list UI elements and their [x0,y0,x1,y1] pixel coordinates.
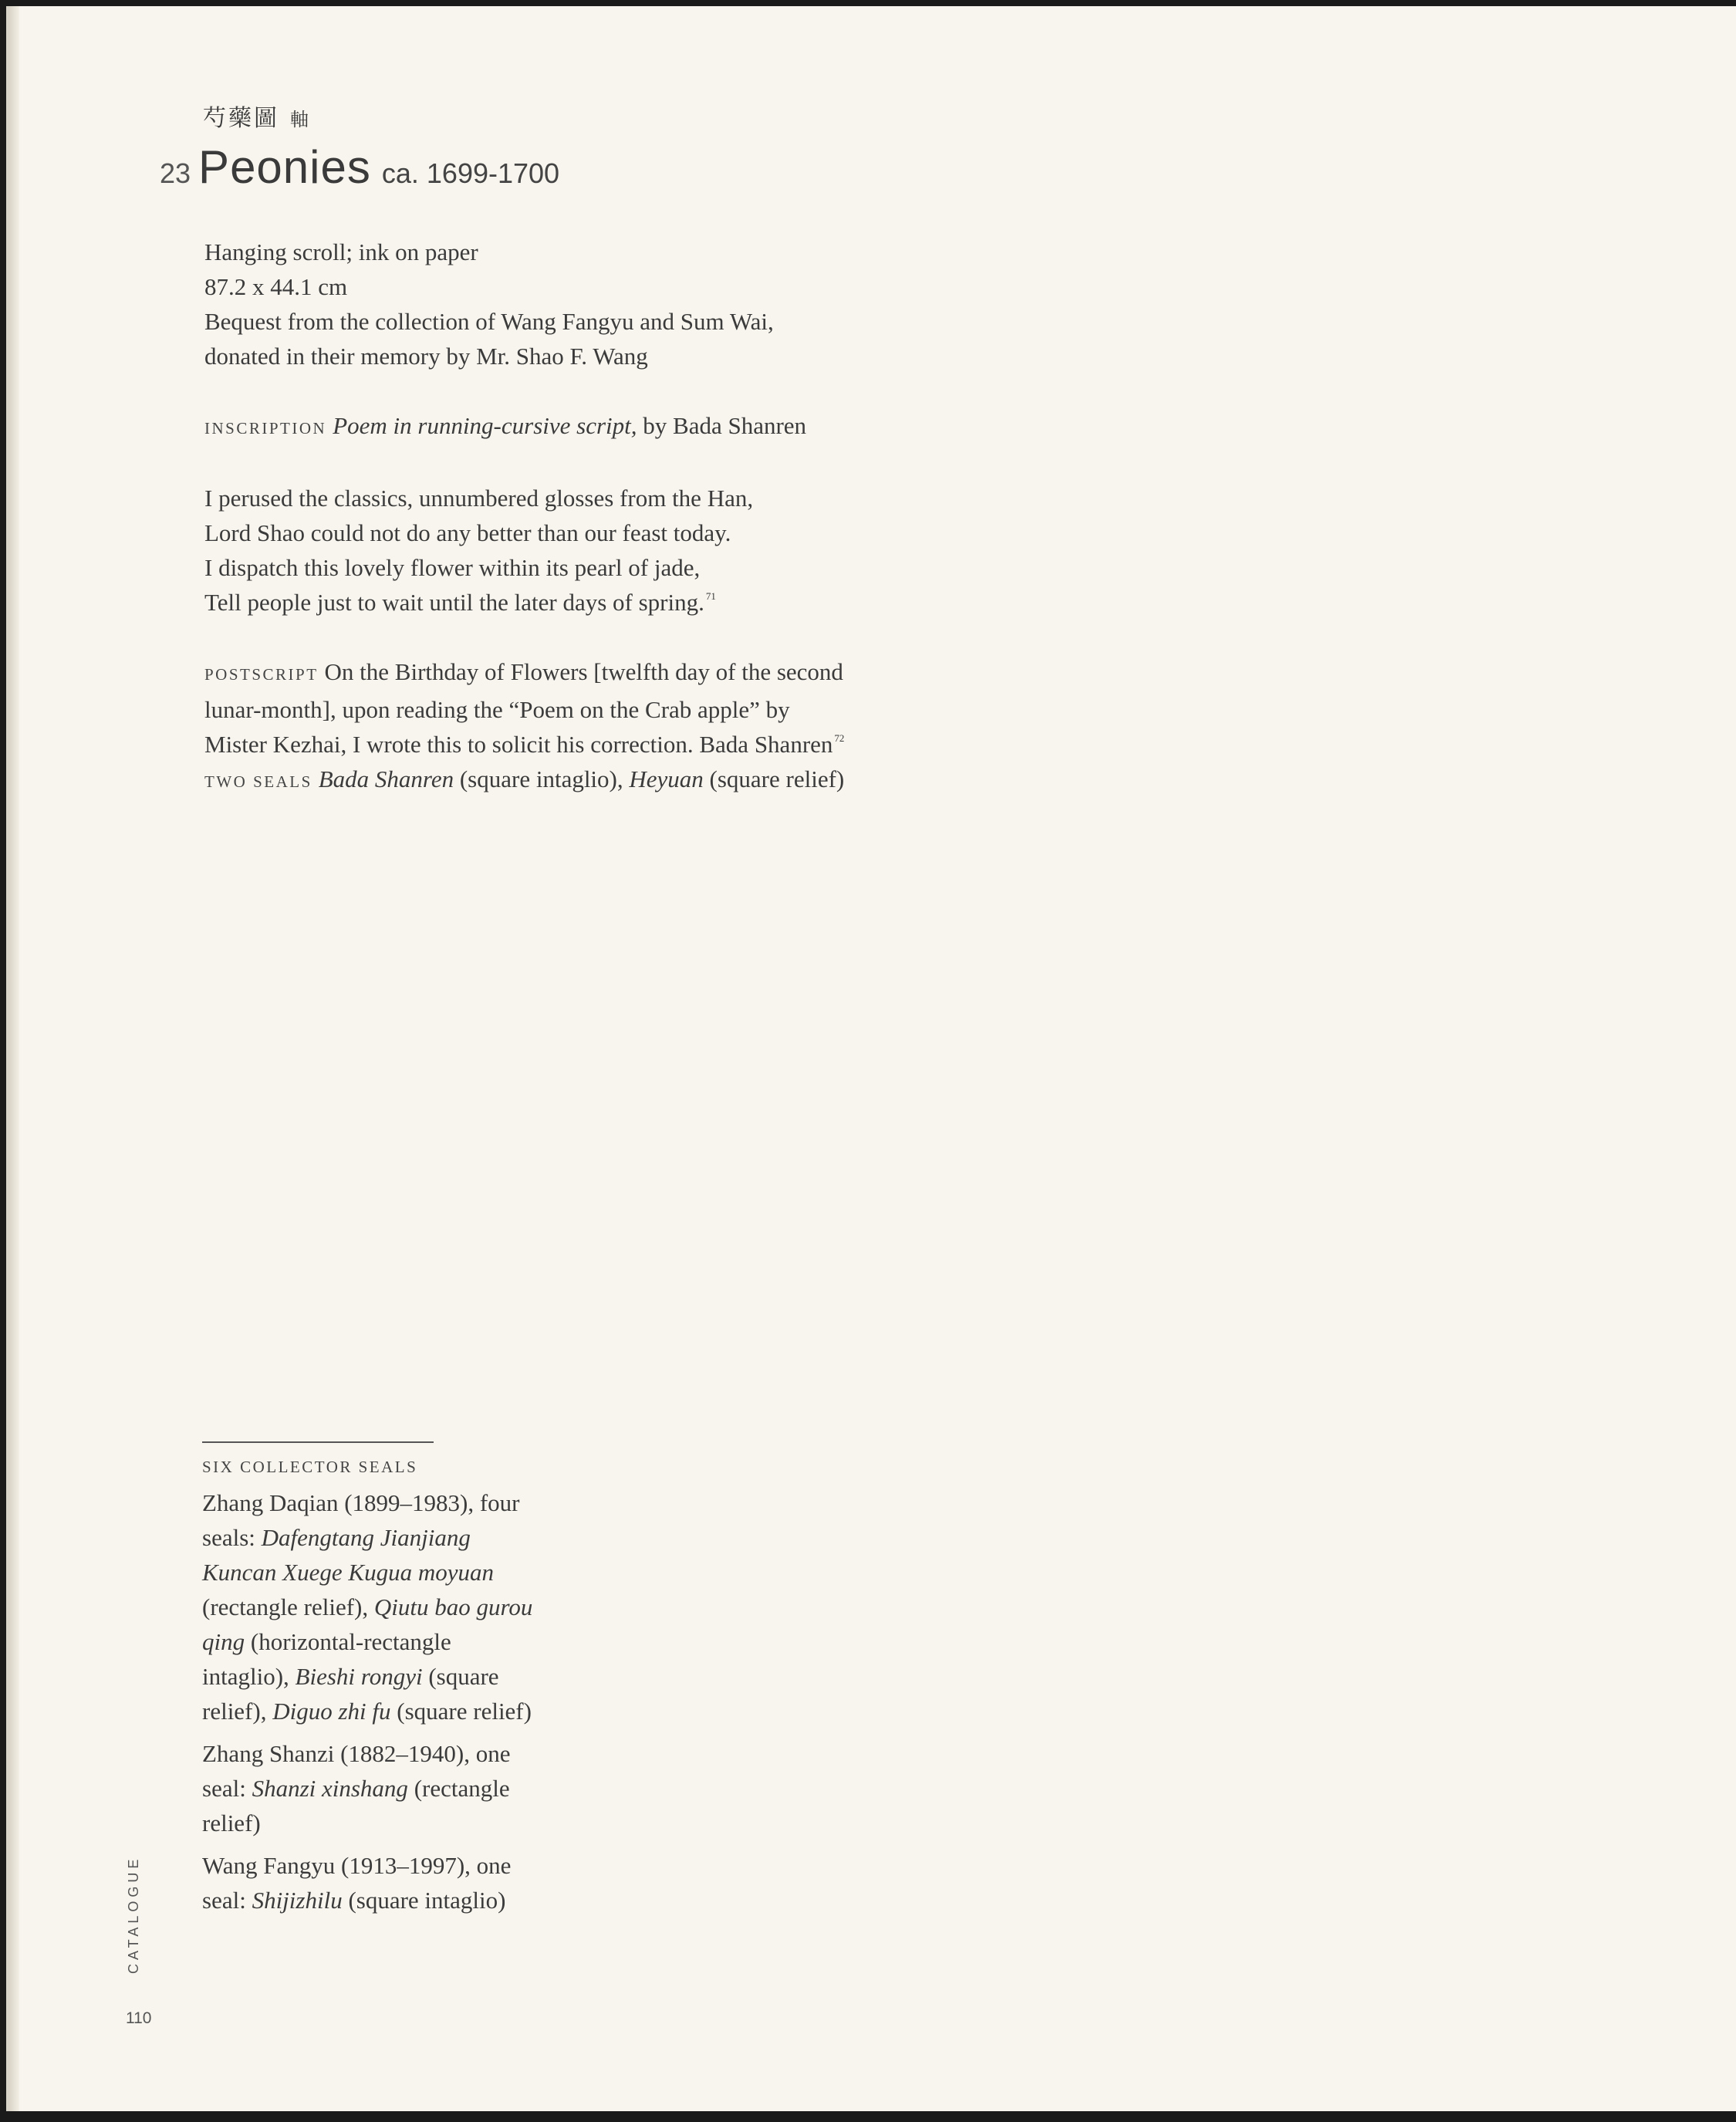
collector-1-seal-3-desc: (square relief), [202,1663,499,1725]
collector-3-seal-1-desc: (square intaglio) [348,1887,506,1914]
poem-line-2: Lord Shao could not do any better than our feast today. [204,519,731,546]
collector-1-seal-4: Diguo zhi fu [272,1698,391,1725]
section-label-text: CATALOGUE [126,1855,141,1974]
collector-1-seal-1-desc: (rectangle relief), [202,1593,369,1620]
poem-line-1: I perused the classics, unnumbered glosses from the Han, [204,485,754,512]
collector-zhang-shanzi [202,1736,542,1840]
medium: Hanging scroll; ink on paper [204,238,478,265]
collector-seals [202,1453,542,1925]
chinese-title-text: 芍藥圖 [203,105,279,132]
section-divider [202,1441,434,1443]
seal-2-name: Heyuan [629,765,704,792]
poem-line-4-text: Tell people just to wait until the later days of spring. [204,589,704,616]
inscription-label: INSCRIPTION [204,419,327,438]
footnote-ref-71: 71 [705,590,716,602]
seal-1-name: Bada Shanren [318,765,454,792]
collector-1-seal-2-desc: (horizontal-rectangle intaglio), [202,1628,451,1690]
section-side-label [126,1855,149,1997]
artwork-date: ca. 1699-1700 [381,157,560,189]
inscription [204,408,853,446]
artwork-title: Peonies [198,141,371,193]
provenance-line-2: donated in their memory by Mr. Shao F. Wang [204,343,648,370]
collector-2-intro: Zhang Shanzi (1882–1940), one seal: [202,1740,511,1802]
page-gutter-shadow [8,6,19,2111]
collector-seals-heading: SIX COLLECTOR SEALS [202,1458,418,1476]
seal-1-desc: (square intaglio), [459,765,623,792]
poem-line-4 [204,585,853,620]
dimensions: 87.2 x 44.1 cm [204,273,348,300]
collector-1-seal-4-desc: (square relief) [397,1698,532,1725]
postscript-text: On the Birthday of Flowers [twelfth day of the second lunar-month], upon reading the “Poem on the Crab apple” by Mister Kezhai, I wrote this to solicit his correction. Bada Shanren [204,658,843,758]
collector-zhang-daqian [202,1485,542,1728]
poem-line-3: I dispatch this lovely flower within its pearl of jade, [204,554,701,581]
provenance-line-1: Bequest from the collection of Wang Fangyu and Sum Wai, [204,308,774,335]
postscript [204,654,853,762]
page-number: 110 [126,2009,152,2027]
collector-1-seal-1: Dafengtang Jianjiang Kuncan Xuege Kugua moyuan [202,1524,494,1586]
collector-2-seal-1-desc: (rectangle relief) [202,1775,510,1836]
collector-wang-fangyu [202,1848,542,1918]
title-line [160,140,559,194]
collector-1-intro: Zhang Daqian (1899–1983), four seals: [202,1489,520,1551]
entry-text [204,235,853,799]
inscription-title: Poem in running-cursive script, [333,412,637,439]
collector-2-seal-1: Shanzi xinshang [252,1775,408,1802]
seal-2-desc: (square relief) [709,765,845,792]
chinese-format: 軸 [290,109,311,130]
poem [204,481,853,620]
collector-3-intro: Wang Fangyu (1913–1997), one seal: [202,1852,512,1914]
book-page [6,6,1736,2111]
inscription-author: by Bada Shanren [643,412,807,439]
seals [204,762,853,799]
collector-3-seal-1: Shijizhilu [252,1887,343,1914]
postscript-label: POSTSCRIPT [204,665,319,684]
collector-1-seal-2: Qiutu bao gurou qing [202,1593,533,1655]
catalogue-number: 23 [160,157,191,189]
chinese-title [203,99,311,133]
footnote-ref-72: 72 [834,732,845,744]
seals-label: TWO SEALS [204,772,312,791]
collector-1-seal-3: Bieshi rongyi [295,1663,423,1690]
